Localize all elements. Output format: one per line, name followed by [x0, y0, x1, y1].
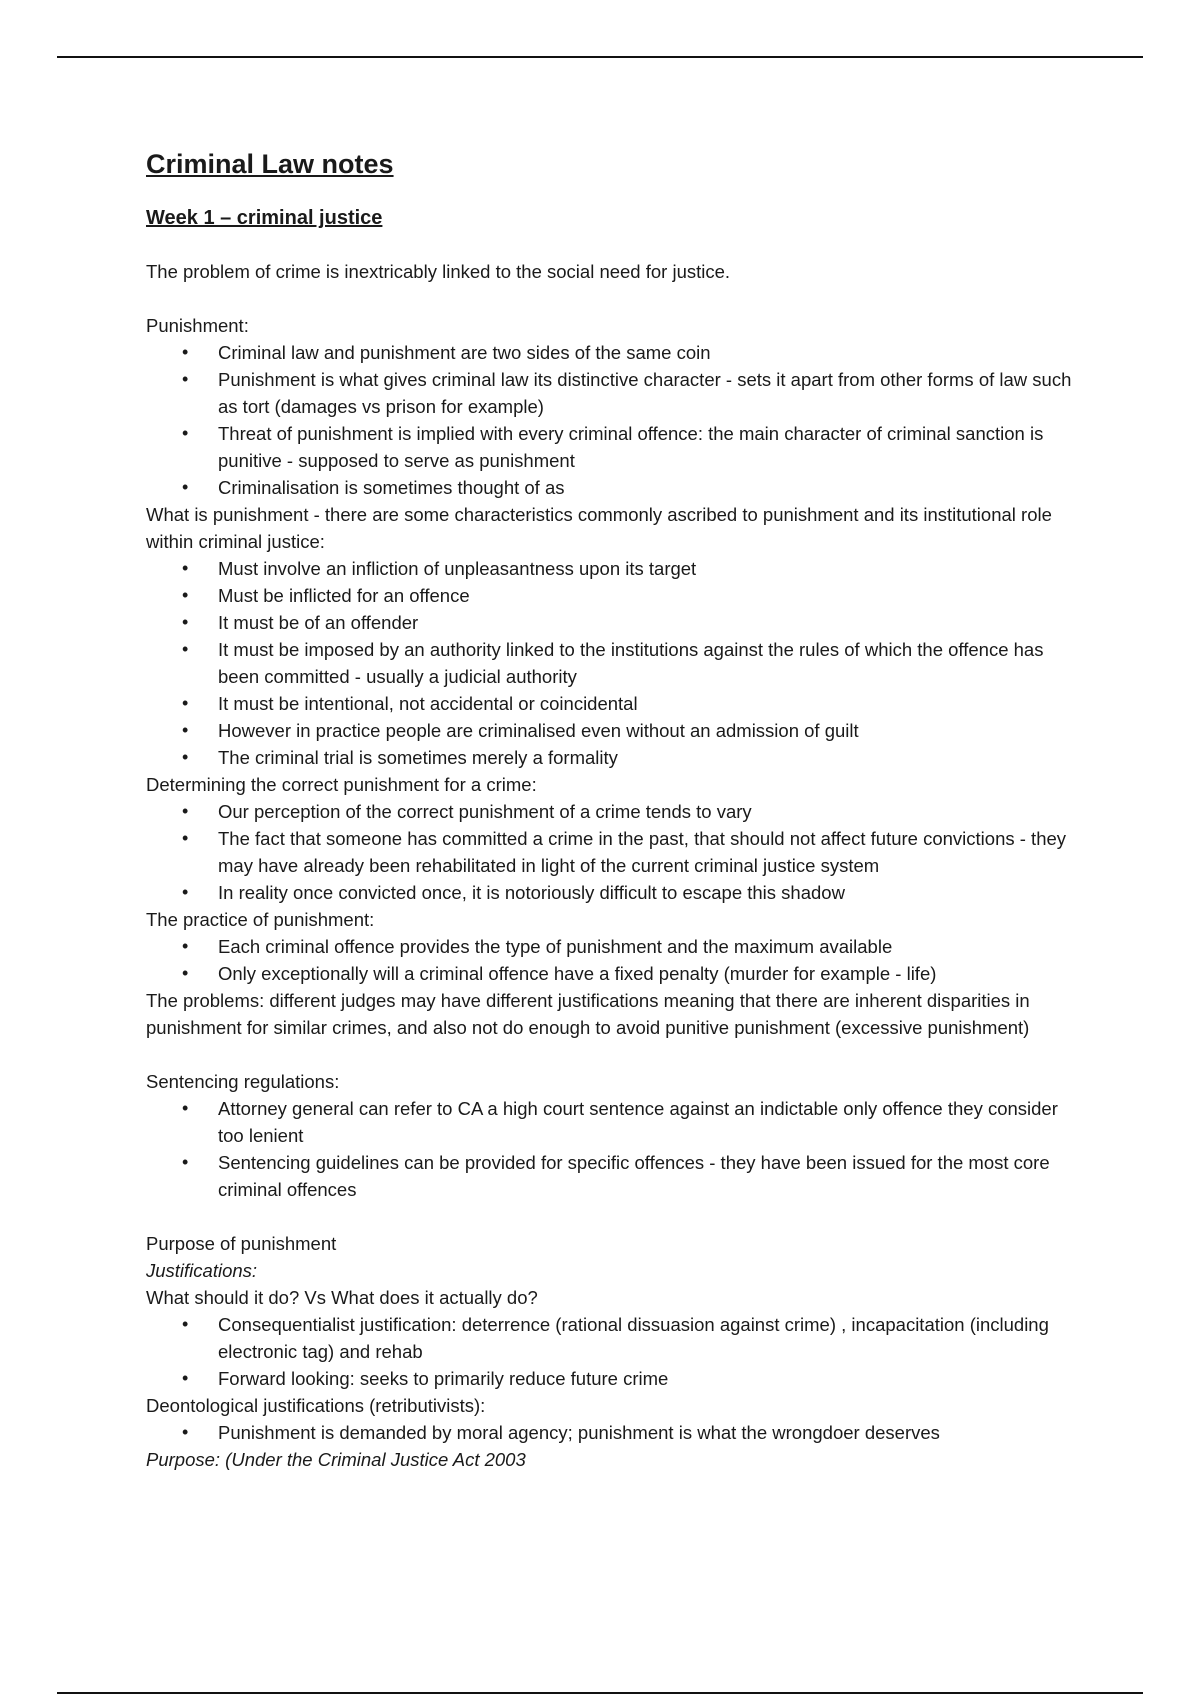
bullet-text: Threat of punishment is implied with every criminal offence: the main character of criminal sanction is punitive - supposed to serve as punishment: [218, 423, 1044, 471]
what-is-punishment-heading: What is punishment - there are some characteristics commonly ascribed to punishment and its institutional role within criminal justice:: [146, 504, 1052, 552]
closing-line: Purpose: (Under the Criminal Justice Act 2003: [146, 1449, 526, 1470]
bullet-icon: •: [182, 801, 189, 821]
bullet-icon: •: [182, 882, 189, 902]
bullet-item: [146, 825, 1076, 879]
bullet-item: [146, 960, 1076, 987]
bullet-item: [146, 798, 1076, 825]
top-rule: [57, 56, 1143, 58]
justifications-subheading: Justifications:: [146, 1260, 258, 1281]
bullet-item: [146, 717, 1076, 744]
bullet-icon: •: [182, 1368, 189, 1388]
bullet-item: [146, 474, 1076, 501]
bullet-text: Sentencing guidelines can be provided for specific offences - they have been issued for the most core criminal offences: [218, 1152, 1050, 1200]
bullet-item: [146, 1311, 1076, 1365]
bullet-icon: •: [182, 828, 189, 848]
bullet-item: [146, 879, 1076, 906]
bullet-text: Each criminal offence provides the type of punishment and the maximum available: [218, 936, 893, 957]
practice-heading: The practice of punishment:: [146, 909, 375, 930]
spacer: [146, 1041, 1076, 1068]
bullet-text: Consequentialist justification: deterrence (rational dissuasion against crime) , incapacitation (including electronic tag) and rehab: [218, 1314, 1049, 1362]
bullet-icon: •: [182, 1422, 189, 1442]
bullet-text: Must involve an infliction of unpleasantness upon its target: [218, 558, 697, 579]
bullet-text: Punishment is what gives criminal law its distinctive character - sets it apart from other forms of law such as tort (damages vs prison for example): [218, 369, 1072, 417]
bullet-icon: •: [182, 747, 189, 767]
bullet-item: [146, 1419, 1076, 1446]
week-heading: Week 1 – criminal justice: [146, 207, 383, 229]
bullet-item: [146, 366, 1076, 420]
bullet-icon: •: [182, 936, 189, 956]
intro-paragraph: The problem of crime is inextricably linked to the social need for justice.: [146, 261, 731, 282]
bullet-icon: •: [182, 963, 189, 983]
bullet-item: [146, 636, 1076, 690]
bullet-item: [146, 744, 1076, 771]
problems-paragraph: The problems: different judges may have different justifications meaning that there are inherent disparities in punishment for similar crimes, and also not do enough to avoid punitive punishment (excessive punishment): [146, 990, 1030, 1038]
deontological-heading: Deontological justifications (retributivists):: [146, 1395, 486, 1416]
bullet-text: Forward looking: seeks to primarily reduce future crime: [218, 1368, 669, 1389]
determining-heading: Determining the correct punishment for a crime:: [146, 774, 537, 795]
punishment-list: [146, 339, 1076, 501]
bullet-item: [146, 933, 1076, 960]
bullet-icon: •: [182, 558, 189, 578]
deontological-list: [146, 1419, 1076, 1446]
bullet-item: [146, 690, 1076, 717]
bullet-icon: •: [182, 720, 189, 740]
bullet-text: Criminalisation is sometimes thought of as: [218, 477, 565, 498]
bullet-icon: •: [182, 585, 189, 605]
practice-list: [146, 933, 1076, 987]
bullet-text: In reality once convicted once, it is notoriously difficult to escape this shadow: [218, 882, 845, 903]
spacer: [146, 1203, 1076, 1230]
bullet-text: Only exceptionally will a criminal offence have a fixed penalty (murder for example - life): [218, 963, 937, 984]
bullet-text: Criminal law and punishment are two sides of the same coin: [218, 342, 711, 363]
bullet-text: It must be imposed by an authority linked to the institutions against the rules of which the offence has been committed - usually a judicial authority: [218, 639, 1044, 687]
document-title: Criminal Law notes: [146, 149, 394, 179]
bullet-item: [146, 1149, 1076, 1203]
bullet-icon: •: [182, 369, 189, 389]
document-body: [146, 146, 1076, 1473]
bullet-item: [146, 420, 1076, 474]
purpose-question: What should it do? Vs What does it actually do?: [146, 1287, 538, 1308]
bullet-item: [146, 339, 1076, 366]
bullet-item: [146, 1095, 1076, 1149]
purpose-list: [146, 1311, 1076, 1392]
bullet-item: [146, 582, 1076, 609]
bottom-rule: [57, 1692, 1143, 1694]
bullet-text: However in practice people are criminalised even without an admission of guilt: [218, 720, 859, 741]
bullet-item: [146, 1365, 1076, 1392]
bullet-icon: •: [182, 1314, 189, 1334]
bullet-icon: •: [182, 477, 189, 497]
bullet-icon: •: [182, 342, 189, 362]
bullet-text: It must be of an offender: [218, 612, 419, 633]
bullet-text: It must be intentional, not accidental or coincidental: [218, 693, 638, 714]
bullet-icon: •: [182, 423, 189, 443]
determining-list: [146, 798, 1076, 906]
bullet-icon: •: [182, 612, 189, 632]
bullet-text: Punishment is demanded by moral agency; punishment is what the wrongdoer deserves: [218, 1422, 940, 1443]
bullet-text: Attorney general can refer to CA a high court sentence against an indictable only offence they consider too lenient: [218, 1098, 1058, 1146]
bullet-icon: •: [182, 1152, 189, 1172]
bullet-text: The criminal trial is sometimes merely a formality: [218, 747, 618, 768]
purpose-heading: Purpose of punishment: [146, 1233, 337, 1254]
sentencing-heading: Sentencing regulations:: [146, 1071, 340, 1092]
bullet-text: The fact that someone has committed a crime in the past, that should not affect future convictions - they may have already been rehabilitated in light of the current criminal justice system: [218, 828, 1067, 876]
characteristics-list: [146, 555, 1076, 771]
spacer: [146, 285, 1076, 312]
bullet-icon: •: [182, 639, 189, 659]
punishment-heading: Punishment:: [146, 315, 249, 336]
bullet-item: [146, 609, 1076, 636]
sentencing-list: [146, 1095, 1076, 1203]
bullet-text: Must be inflicted for an offence: [218, 585, 470, 606]
bullet-icon: •: [182, 1098, 189, 1118]
bullet-icon: •: [182, 693, 189, 713]
bullet-item: [146, 555, 1076, 582]
bullet-text: Our perception of the correct punishment of a crime tends to vary: [218, 801, 752, 822]
